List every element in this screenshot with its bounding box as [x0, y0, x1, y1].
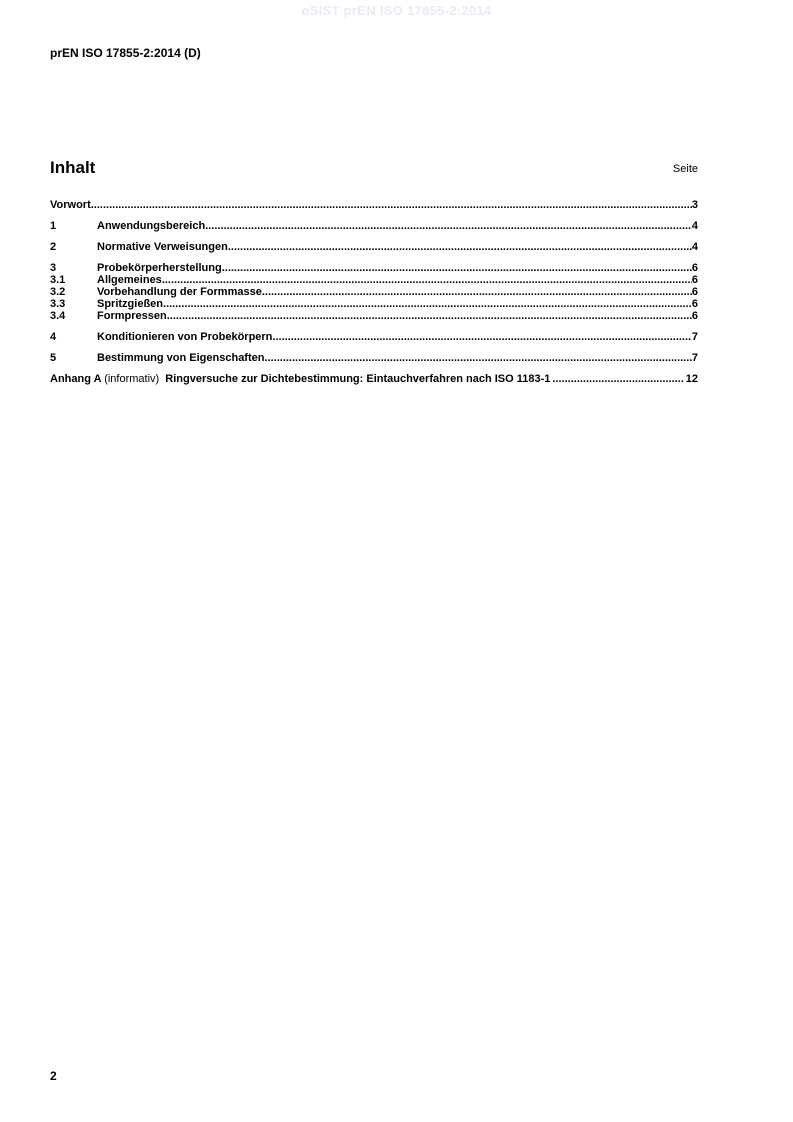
annex-type: (informativ) [104, 373, 160, 385]
toc-leader-dots [167, 310, 692, 322]
toc-leader-dots [222, 262, 692, 274]
toc-entry-label: Vorwort [50, 199, 91, 211]
toc-page-column-label: Seite [672, 163, 698, 175]
toc-entry-number: 3.3 [50, 298, 66, 310]
toc-entry-number: 3.2 [50, 286, 66, 298]
toc-entry-number: 1 [50, 220, 57, 232]
toc-entry-page: 6 [691, 310, 698, 322]
toc-entry-number: 4 [50, 331, 57, 343]
toc-entry-page: 6 [691, 274, 698, 286]
toc-entry-3-4[interactable] [50, 310, 698, 322]
toc-leader-dots [205, 220, 692, 232]
table-of-contents [50, 199, 698, 385]
page-number: 2 [50, 1069, 57, 1083]
document-id: prEN ISO 17855-2:2014 (D) [50, 46, 201, 60]
toc-entry-page: 7 [691, 352, 698, 364]
toc-entry-label: Konditionieren von Probekörpern [97, 331, 273, 343]
toc-leader-dots [228, 241, 692, 253]
toc-entry-label: Vorbehandlung der Formmasse [97, 286, 262, 298]
toc-entry-number: 3.4 [50, 310, 66, 322]
toc-entry-annex-a[interactable] [50, 373, 698, 385]
toc-entry-3-3[interactable] [50, 298, 698, 310]
toc-entry-3-2[interactable] [50, 286, 698, 298]
toc-leader-dots [91, 199, 692, 211]
toc-entry-3[interactable] [50, 262, 698, 274]
toc-entry-label: Formpressen [97, 310, 167, 322]
toc-leader-dots [264, 352, 691, 364]
toc-leader-dots [163, 298, 692, 310]
toc-entry-number: 2 [50, 241, 57, 253]
toc-entry-label: Normative Verweisungen [97, 241, 228, 253]
toc-entry-label: Bestimmung von Eigenschaften [97, 352, 265, 364]
toc-leader-dots [272, 331, 691, 343]
toc-entry-label: Spritzgießen [97, 298, 164, 310]
toc-entry-number: 5 [50, 352, 57, 364]
toc-entry-page: 3 [691, 199, 698, 211]
toc-leader-dots [552, 373, 682, 385]
toc-entry-number: 3 [50, 262, 57, 274]
toc-entry-label: Anwendungsbereich [97, 220, 206, 232]
toc-entry-page: 6 [691, 262, 698, 274]
toc-annex-label [50, 373, 550, 385]
toc-entry-vorwort[interactable] [50, 199, 698, 211]
toc-leader-dots [162, 274, 692, 286]
toc-entry-page: 4 [691, 220, 698, 232]
annex-title: Ringversuche zur Dichtebestimmung: Eintauchverfahren nach ISO 1183-1 [165, 373, 551, 385]
toc-entry-2[interactable] [50, 241, 698, 253]
toc-entry-page: 7 [691, 331, 698, 343]
toc-entry-page: 6 [691, 298, 698, 310]
toc-entry-5[interactable] [50, 352, 698, 364]
toc-entry-1[interactable] [50, 220, 698, 232]
toc-entry-label: Probekörperherstellung [97, 262, 222, 274]
toc-leader-dots [262, 286, 692, 298]
watermark: oSIST prEN ISO 17855-2:2014 [301, 3, 492, 18]
toc-header [50, 158, 698, 180]
toc-entry-3-1[interactable] [50, 274, 698, 286]
toc-title: Inhalt [50, 158, 96, 177]
toc-entry-page: 4 [691, 241, 698, 253]
toc-entry-page: 12 [685, 373, 698, 385]
annex-prefix: Anhang A [50, 373, 102, 385]
toc-entry-label: Allgemeines [97, 274, 162, 286]
toc-entry-number: 3.1 [50, 274, 66, 286]
toc-entry-page: 6 [691, 286, 698, 298]
toc-entry-4[interactable] [50, 331, 698, 343]
